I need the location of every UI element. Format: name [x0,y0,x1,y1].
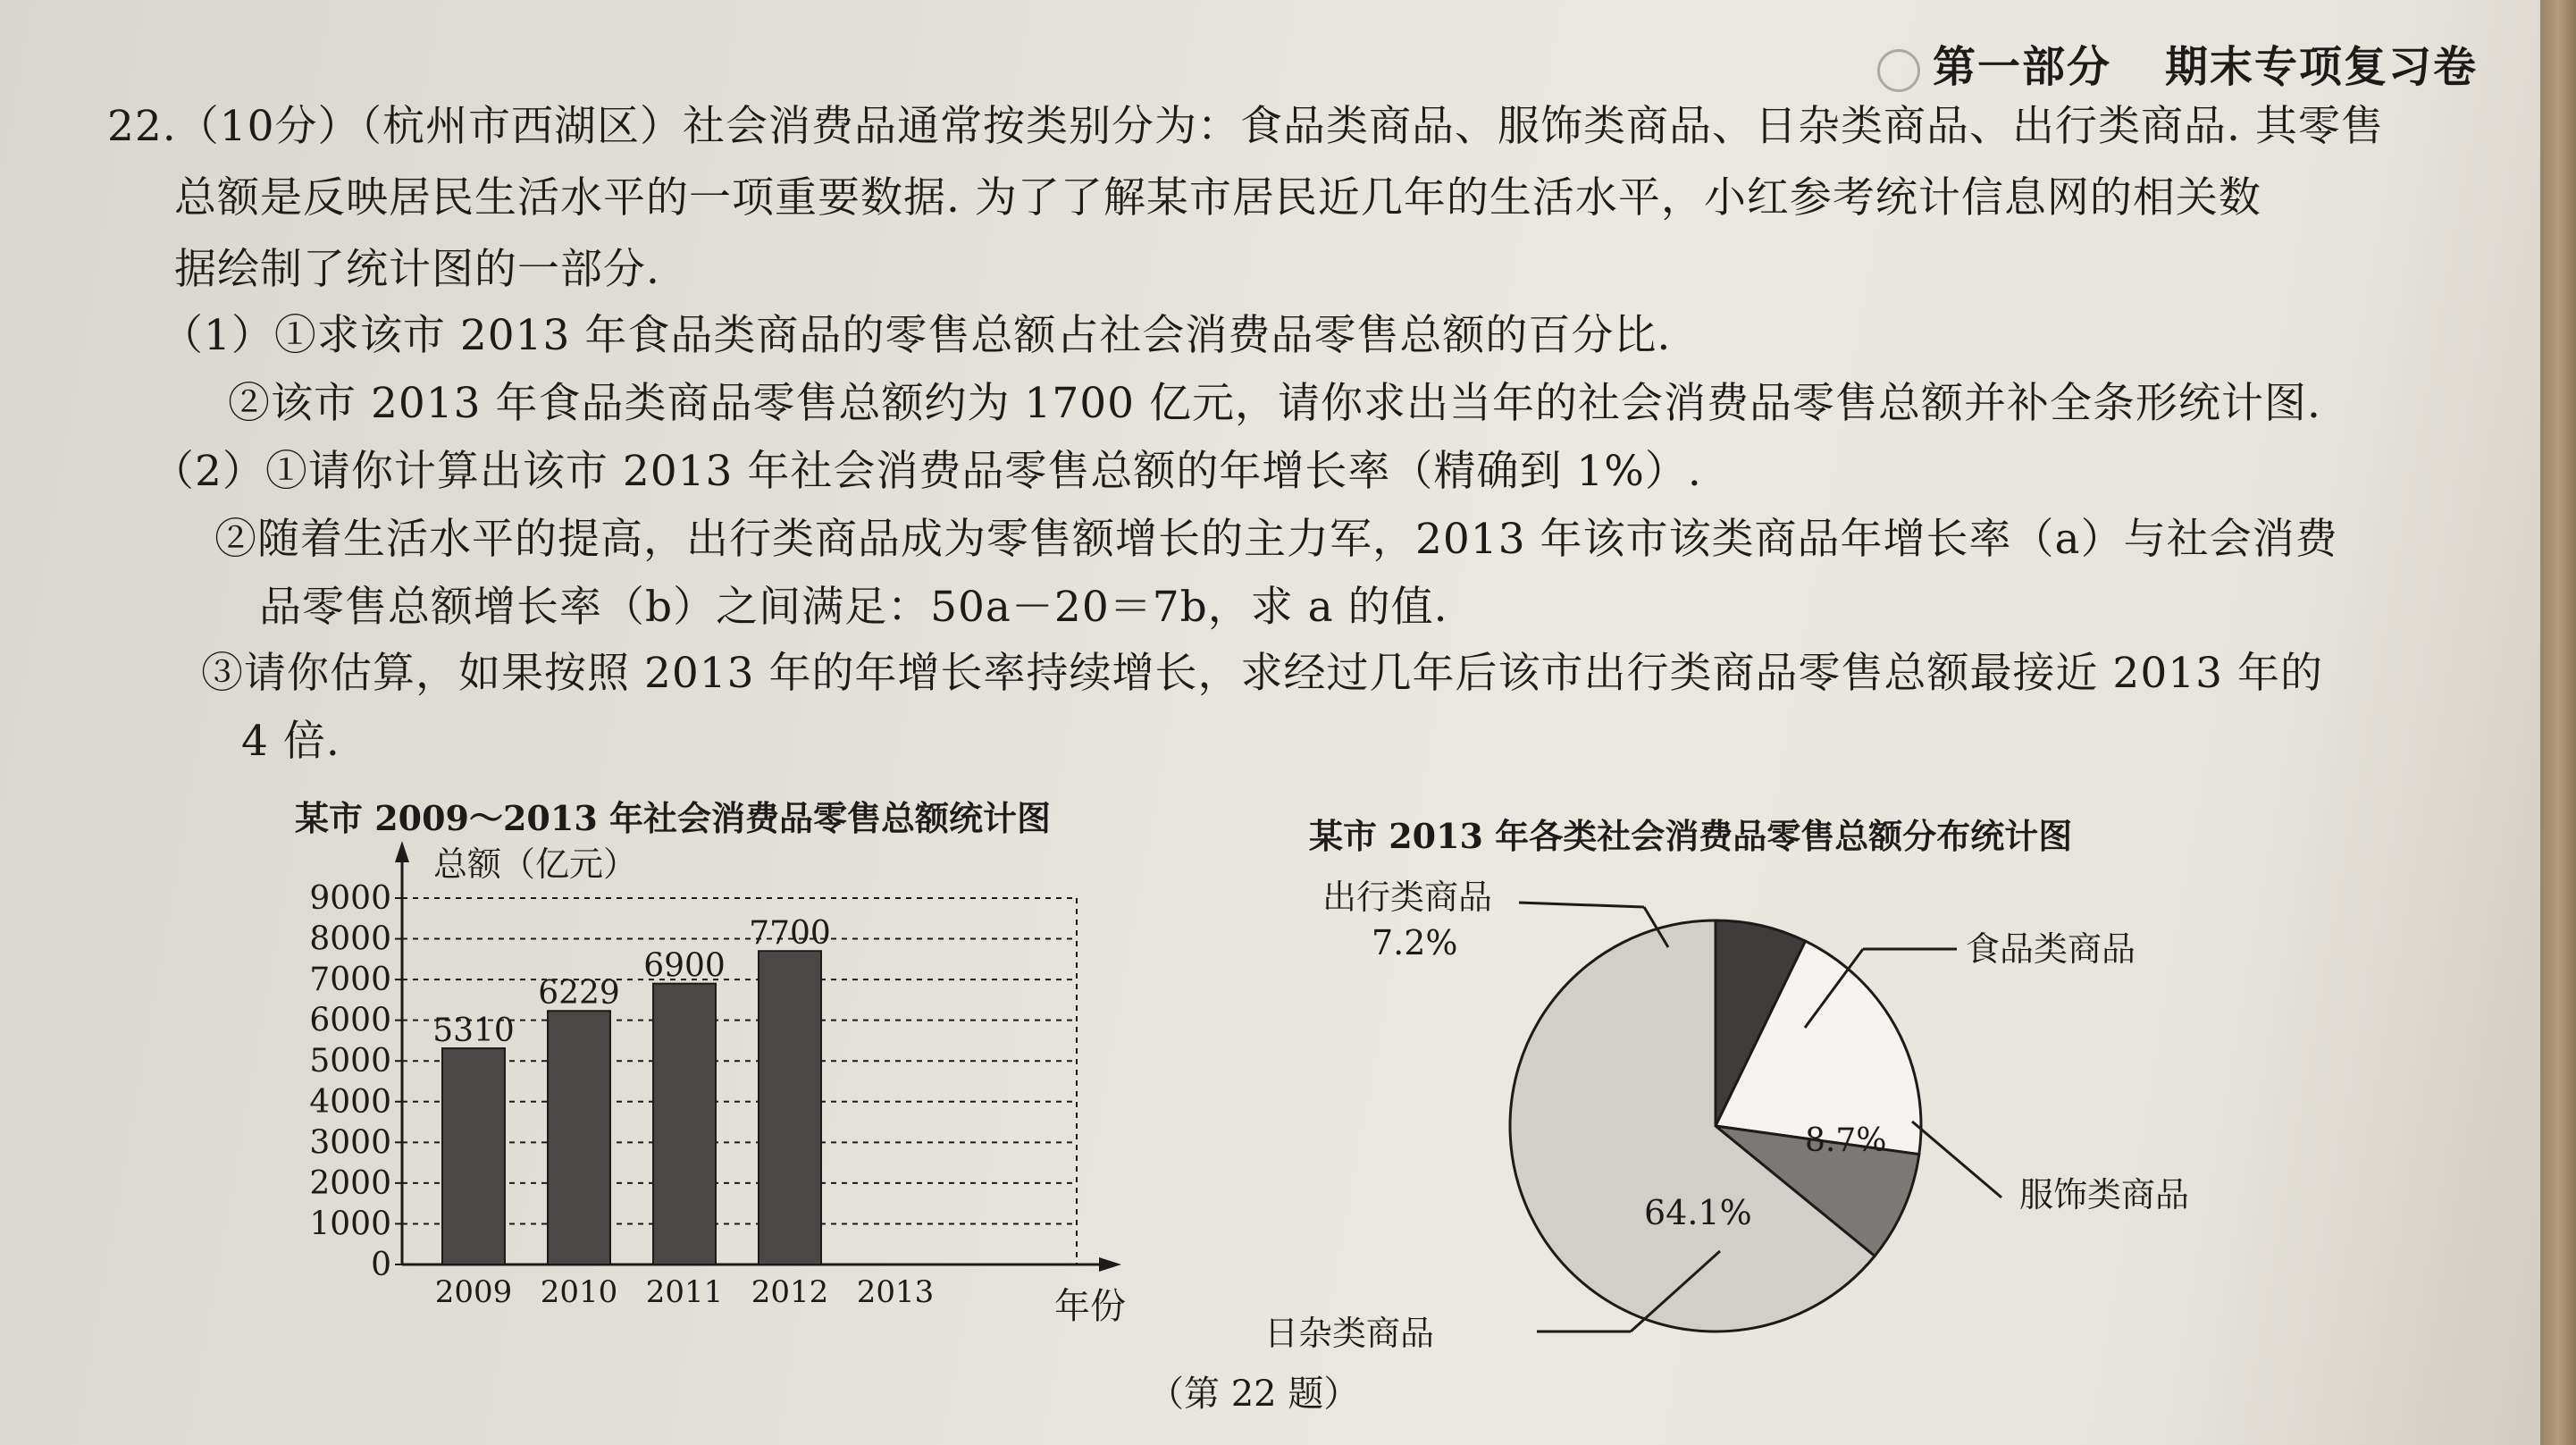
problem-line-3: 据绘制了统计图的一部分. [174,245,660,294]
question-2-part-3-cont: 4 倍. [241,717,340,766]
y-tick-label: 6000 [309,1002,391,1039]
bar-2009 [442,1048,505,1264]
pie-label-travel: 出行类商品 [1322,878,1493,917]
problem-line-2: 总额是反映居民生活水平的一项重要数据. 为了了解某市居民近几年的生活水平，小红参考统计信息网的相关数 [174,173,2261,223]
x-tick-label: 2009 [434,1274,513,1310]
bar-chart-title: 某市 2009～2013 年社会消费品零售总额统计图 [295,798,1051,838]
pie-label-daily: 日杂类商品 [1264,1314,1435,1353]
page-header [1877,32,2478,94]
question-1-part-2: ②该市 2013 年食品类商品零售总额约为 1700 亿元，请你求出当年的社会消费品零售总额并补全条形统计图. [228,379,2321,428]
figure-caption: （第 22 题） [1148,1374,1360,1415]
x-tick-label: 2013 [856,1274,935,1310]
leader-line-clothing [1912,1122,2001,1197]
x-tick-label: 2012 [751,1274,829,1310]
y-tick-label: 4000 [309,1083,391,1121]
question-2-part-3: ③请你估算，如果按照 2013 年的年增长率持续增长，求经过几年后该市出行类商品零售总额最接近 2013 年的 [201,649,2323,698]
pie-label-clothing: 服饰类商品 [2019,1175,2190,1214]
y-axis-arrow-icon [395,841,409,862]
pie-chart-title: 某市 2013 年各类社会消费品零售总额分布统计图 [1309,816,2073,856]
y-tick-label: 1000 [309,1206,391,1243]
x-axis-label: 年份 [1054,1286,1126,1327]
y-tick-label: 2000 [309,1164,391,1202]
pie-value-daily: 64.1% [1644,1193,1752,1232]
y-axis-label: 总额（亿元） [433,844,638,884]
bar-value-label: 7700 [749,915,831,953]
bar-chart [295,836,1179,1345]
bar-value-label: 5310 [432,1012,515,1050]
bar-2011 [653,984,716,1264]
header-title: 期末专项复习卷 [2164,42,2478,92]
question-2-part-2-cont: 品零售总额增长率（b）之间满足：50a－20＝7b，求 a 的值. [259,583,1448,632]
pie-value-travel: 7.2% [1372,923,1458,962]
question-2-part-1: （2）①请你计算出该市 2013 年社会消费品零售总额的年增长率（精确到 1%）. [152,447,1702,496]
bar-2010 [548,1011,610,1264]
x-tick-label: 2010 [540,1274,618,1310]
y-tick-label: 3000 [309,1124,391,1162]
table-edge-background [2540,0,2576,1445]
header-section: 第一部分 [1932,42,2111,92]
y-tick-label: 0 [371,1247,391,1283]
x-tick-label: 2011 [645,1274,724,1310]
y-tick-label: 9000 [309,880,391,917]
question-2-part-2: ②随着生活水平的提高，出行类商品成为零售额增长的主力军，2013 年该市该类商品年增长率（a）与社会消费 [214,515,2338,564]
bar-value-label: 6229 [538,975,620,1012]
question-1-part-1: （1）①求该市 2013 年食品类商品的零售总额占社会消费品零售总额的百分比. [161,311,1672,360]
y-tick-label: 7000 [309,962,391,999]
leader-line-travel [1519,903,1644,907]
bar-2012 [759,951,821,1264]
problem-line-1: 22.（10分）（杭州市西湖区）社会消费品通常按类别分为：食品类商品、服饰类商品、日杂类商品、出行类商品. 其零售 [107,102,2384,151]
y-tick-label: 8000 [309,920,391,958]
y-tick-label: 5000 [309,1043,391,1080]
bar-value-label: 6900 [643,947,726,985]
pie-chart [1233,858,2270,1376]
pie-value-clothing: 8.7% [1805,1122,1887,1159]
publisher-logo-icon [1877,49,1920,92]
x-axis-arrow-icon [1099,1257,1121,1272]
pie-label-food: 食品类商品 [1966,929,2136,969]
